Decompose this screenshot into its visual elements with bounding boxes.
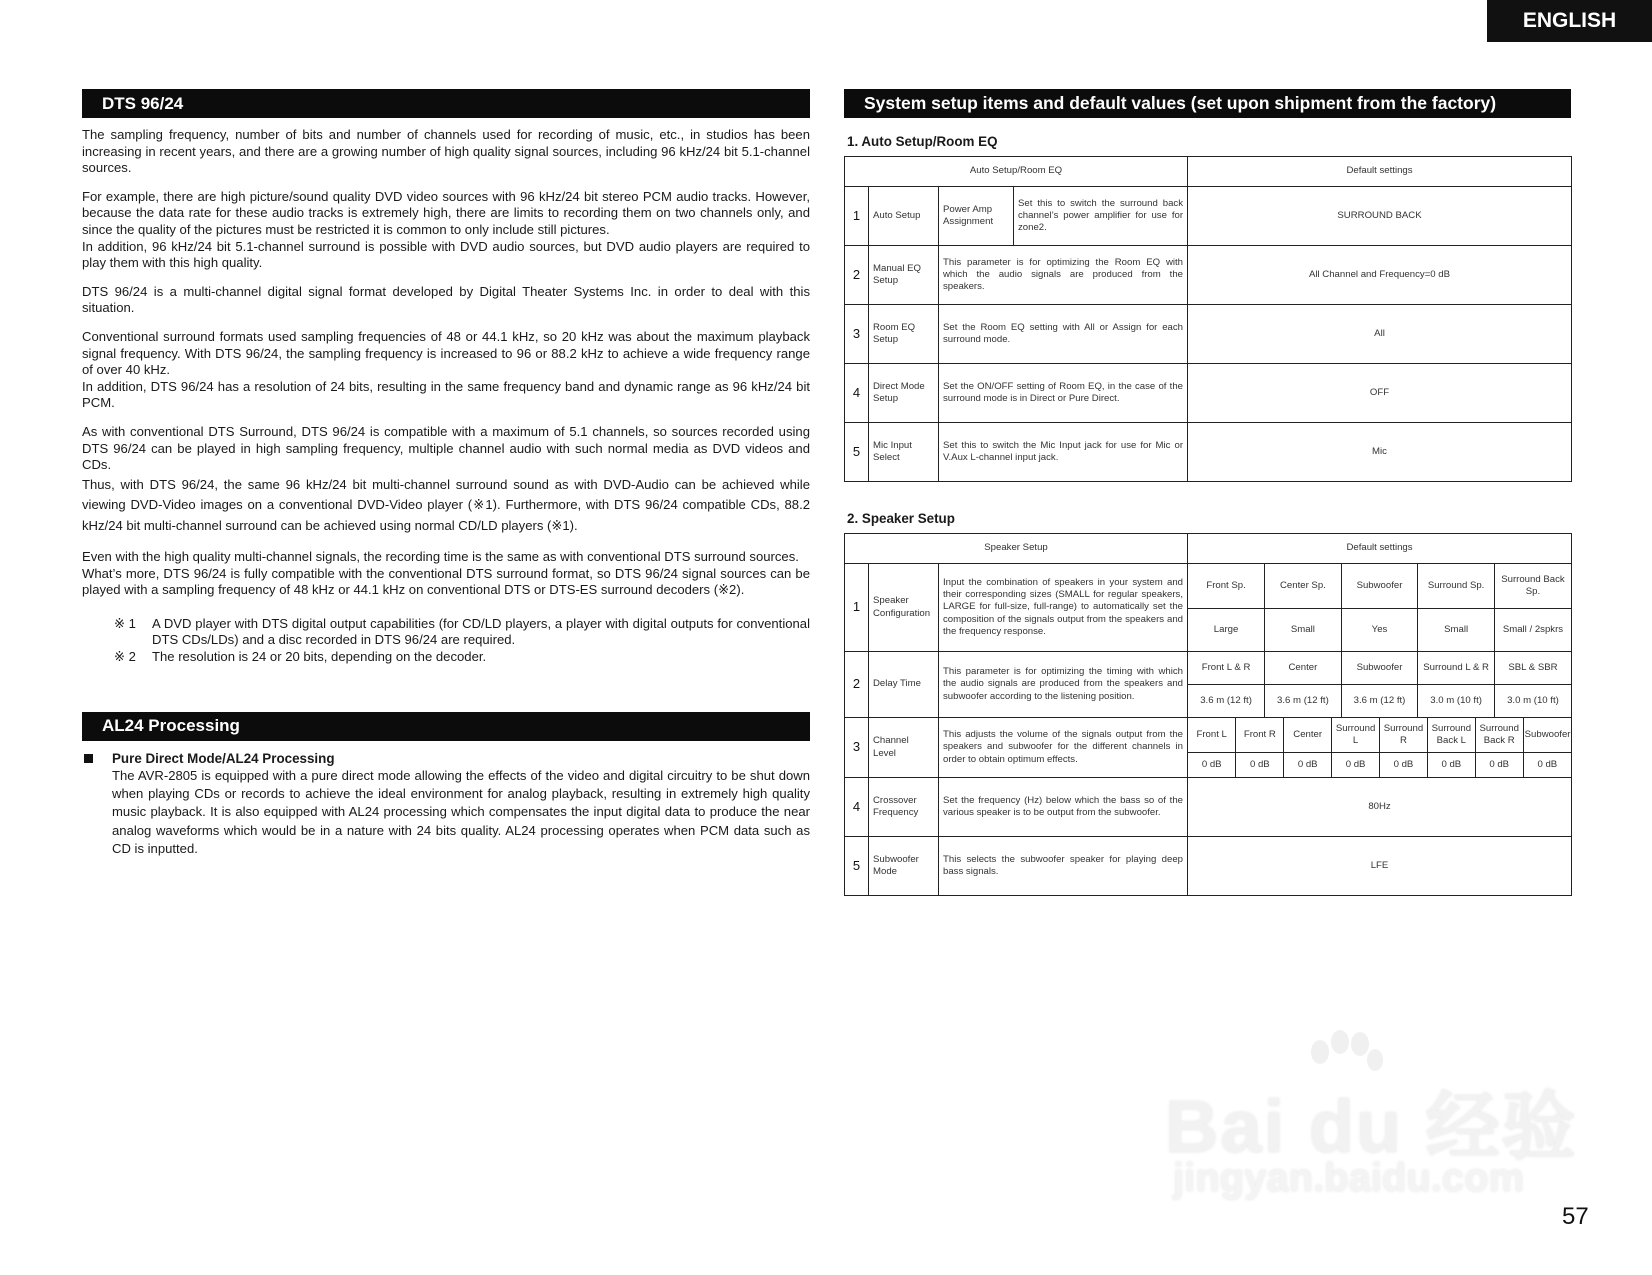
grid-value: 3.6 m (12 ft) [1265, 684, 1342, 717]
table-row [845, 187, 1572, 246]
row-default: All Channel and Frequency=0 dB [1188, 246, 1572, 305]
dts-paragraph: As with conventional DTS Surround, DTS 96/24 is compatible with a maximum of 5.1 channels, so sources recorded using DTS 96/24 can be played in high sampling frequency, multiple channel audio with such normal media as DVD videos and CDs. [82, 423, 810, 473]
grid-head: Surround Sp. [1418, 564, 1495, 608]
row-description: This parameter is for optimizing the Room EQ with which the audio signals are produced from the speakers. [939, 246, 1188, 305]
grid-value: 0 dB [1380, 752, 1428, 777]
page-number: 57 [1562, 1203, 1589, 1230]
footnote [114, 649, 810, 666]
bullet-square-icon [84, 754, 93, 763]
row-default: SURROUND BACK [1188, 187, 1572, 246]
grid-value: 0 dB [1332, 752, 1380, 777]
row-item: Subwoofer Mode [869, 837, 939, 896]
right-column [844, 89, 1571, 896]
row-number: 3 [845, 718, 869, 778]
row-item: Auto Setup [869, 187, 939, 246]
row-description: Set the Room EQ setting with All or Assign for each surround mode. [939, 305, 1188, 364]
grid-head: Center Sp. [1265, 564, 1342, 608]
grid-value: 0 dB [1475, 752, 1523, 777]
grid-value: 0 dB [1236, 752, 1284, 777]
row-item: Manual EQ Setup [869, 246, 939, 305]
dts-paragraph: For example, there are high picture/sound quality DVD video sources with 96 kHz/24 bit stereo PCM audio tracks. However, because the data rate for these audio tracks is extremely high, there are limits to recording them on two channels only, and since the quality of the pictures must be restricted it is common to only include still pictures. [82, 188, 810, 237]
row-item: Delay Time [869, 652, 939, 718]
row-number: 4 [845, 778, 869, 837]
grid-value: 3.0 m (10 ft) [1494, 684, 1571, 717]
row-default: Mic [1188, 423, 1572, 482]
footnote-text: The resolution is 24 or 20 bits, depending on the decoder. [152, 649, 487, 665]
grid-head: Front R [1236, 718, 1284, 752]
row-item: Mic Input Select [869, 423, 939, 482]
row-number: 2 [845, 246, 869, 305]
speaker-setup-heading: 2. Speaker Setup [847, 511, 955, 526]
row-item: Direct Mode Setup [869, 364, 939, 423]
footnote-mark: ※ 1 [114, 615, 136, 631]
row-description: This parameter is for optimizing the timing with which the audio signals are produced from the speakers and subwoofer according to the listening position. [939, 652, 1188, 718]
grid-value: 3.0 m (10 ft) [1418, 684, 1495, 717]
speaker-setup-table [844, 533, 1572, 896]
grid-head: Front Sp. [1188, 564, 1265, 608]
row-subitem: Power Amp Assignment [939, 187, 1014, 246]
row-default: OFF [1188, 364, 1572, 423]
row-description: This selects the subwoofer speaker for playing deep bass signals. [939, 837, 1188, 896]
table-row [845, 718, 1572, 778]
dts-section-title: DTS 96/24 [82, 89, 810, 118]
table-row [845, 837, 1572, 896]
table-row [845, 246, 1572, 305]
system-section-title: System setup items and default values (set upon shipment from the factory) [844, 89, 1571, 118]
row-number: 5 [845, 837, 869, 896]
auto-setup-table [844, 156, 1572, 482]
dts-paragraph: Conventional surround formats used sampling frequencies of 48 or 44.1 kHz, so 20 kHz was about the maximum playback signal frequency. With DTS 96/24, the sampling frequency is increased to 96 or 88.2 kHz to achieve a wide frequency range of over 40 kHz. [82, 328, 810, 378]
row-default-grid [1188, 718, 1572, 778]
grid-value: Small [1418, 608, 1495, 651]
al24-section-title: AL24 Processing [82, 712, 810, 741]
watermark-brand: Bai du 经验 [1165, 1085, 1578, 1168]
grid-value: Small [1265, 608, 1342, 651]
grid-head: Subwoofer [1341, 652, 1418, 684]
grid-head: SBL & SBR [1508, 662, 1558, 673]
auto-setup-heading: 1. Auto Setup/Room EQ [847, 134, 998, 149]
dts-paragraph: In addition, 96 kHz/24 bit 5.1-channel surround is possible with DVD audio sources, but DVD audio players are required to play them with this high quality. [82, 238, 810, 271]
table-row [845, 778, 1572, 837]
footnote [114, 616, 810, 649]
dts-paragraph: In addition, DTS 96/24 has a resolution of 24 bits, resulting in the same frequency band and dynamic range as 96 kHz/24 bit PCM. [82, 378, 810, 411]
table-row [845, 652, 1572, 718]
grid-head: Surround Back L [1427, 718, 1475, 752]
grid-value: 0 dB [1523, 752, 1571, 777]
footnote-text: A DVD player with DTS digital output capabilities (for CD/LD players, a player with digital outputs for conventional DTS CDs/LDs) and a disc recorded in DTS 96/24 are required. [152, 615, 810, 648]
table-header: Speaker Setup [845, 534, 1188, 564]
al24-body: The AVR-2805 is equipped with a pure direct mode allowing the effects of the video and digital circuitry to be shut down when playing CDs or records to achieve the ideal environment for analog playback, resulting in extremely high quality music playback. It is also equipped with AL24 processing which compensates the input digital data to produce the near analog waveforms which would be in a nature with 24 bits quality. AL24 processing operates when PCM data such as CD is inputted. [112, 767, 810, 856]
row-default: All [1188, 305, 1572, 364]
grid-value: 0 dB [1188, 752, 1236, 777]
row-description: Set this to switch the surround back channel’s power amplifier for use for zone2. [1014, 187, 1188, 246]
grid-head: Surround L & R [1418, 652, 1495, 684]
grid-head: Surround L [1332, 718, 1380, 752]
row-description: This adjusts the volume of the signals output from the speakers and subwoofer for the different channels in order to obtain optimum effects. [939, 718, 1188, 778]
grid-head: Front L [1188, 718, 1236, 752]
row-default-grid [1188, 564, 1572, 652]
table-header: Default settings [1188, 157, 1572, 187]
row-number: 2 [845, 652, 869, 718]
row-description: Set this to switch the Mic Input jack for use for Mic or V.Aux L-channel input jack. [939, 423, 1188, 482]
grid-head: Subwoofer [1524, 729, 1571, 740]
grid-value: 0 dB [1427, 752, 1475, 777]
table-row [845, 364, 1572, 423]
grid-head: Center [1284, 718, 1332, 752]
grid-value: 3.6 m (12 ft) [1188, 684, 1265, 717]
grid-value: Small / 2spkrs [1494, 608, 1571, 651]
dts-paragraph: What’s more, DTS 96/24 is fully compatible with the conventional DTS surround format, so DTS 96/24 signal sources can be played with a sampling frequency of 48 kHz or 44.1 kHz on conventional DTS or DTS-ES surround decoders (※2). [82, 565, 810, 598]
dts-paragraph: DTS 96/24 is a multi-channel digital signal format developed by Digital Theater Systems Inc. in order to deal with this situation. [82, 283, 810, 316]
row-description: Input the combination of speakers in your system and their corresponding sizes (SMALL for regular speakers, LARGE for full-size, full-range) to automatically set the composition of the signals output from the speakers and the frequency response. [939, 564, 1188, 652]
row-default: 80Hz [1188, 778, 1572, 837]
watermark-url: jingyan.baidu.com [1173, 1156, 1525, 1200]
grid-value: 0 dB [1284, 752, 1332, 777]
row-item: Room EQ Setup [869, 305, 939, 364]
table-header: Default settings [1188, 534, 1572, 564]
row-number: 1 [845, 187, 869, 246]
row-item: Crossover Frequency [869, 778, 939, 837]
row-item: Speaker Configuration [869, 564, 939, 652]
al24-subheading-text: Pure Direct Mode/AL24 Processing [112, 750, 335, 766]
grid-head: Center [1265, 652, 1342, 684]
grid-value: 3.6 m (12 ft) [1341, 684, 1418, 717]
row-number: 3 [845, 305, 869, 364]
grid-head: Surround R [1380, 718, 1428, 752]
row-description: Set the ON/OFF setting of Room EQ, in the case of the surround mode is in Direct or Pure Direct. [939, 364, 1188, 423]
language-tab: ENGLISH [1487, 0, 1652, 42]
row-number: 5 [845, 423, 869, 482]
grid-head: Front L & R [1188, 652, 1265, 684]
dts-paragraph: The sampling frequency, number of bits and number of channels used for recording of music, etc., in studios has been increasing in recent years, and there are a growing number of high quality signal sources, including 96 kHz/24 bit 5.1-channel sources. [82, 127, 810, 176]
grid-value: Yes [1341, 608, 1418, 651]
grid-head: Subwoofer [1341, 564, 1418, 608]
left-column [82, 89, 810, 871]
table-row [845, 423, 1572, 482]
table-row [845, 305, 1572, 364]
row-default-grid [1188, 652, 1572, 718]
dts-paragraph: Even with the high quality multi-channel signals, the recording time is the same as with conventional DTS surround sources. [82, 549, 799, 565]
dts-paragraph: Thus, with DTS 96/24, the same 96 kHz/24 bit multi-channel surround sound as with DVD-Audio can be achieved while viewing DVD-Video images on a conventional DVD-Video player (※1). Furthermore, with DTS 96/24 compatible CDs, 88.2 kHz/24 bit multi-channel surround can be achieved using normal CD/LD players (※1). [82, 476, 810, 534]
al24-subheading [82, 751, 810, 766]
row-default: LFE [1188, 837, 1572, 896]
grid-head: Surround Back Sp. [1501, 574, 1565, 597]
row-item: Channel Level [869, 718, 939, 778]
footnote-mark: ※ 2 [114, 649, 136, 665]
watermark [1165, 1030, 1578, 1210]
table-row [845, 564, 1572, 652]
grid-head: Surround Back R [1475, 718, 1523, 752]
row-number: 4 [845, 364, 869, 423]
row-number: 1 [845, 564, 869, 652]
row-description: Set the frequency (Hz) below which the bass so of the various speaker is to be output from the subwoofer. [939, 778, 1188, 837]
grid-value: Large [1188, 608, 1265, 651]
table-header: Auto Setup/Room EQ [845, 157, 1188, 187]
